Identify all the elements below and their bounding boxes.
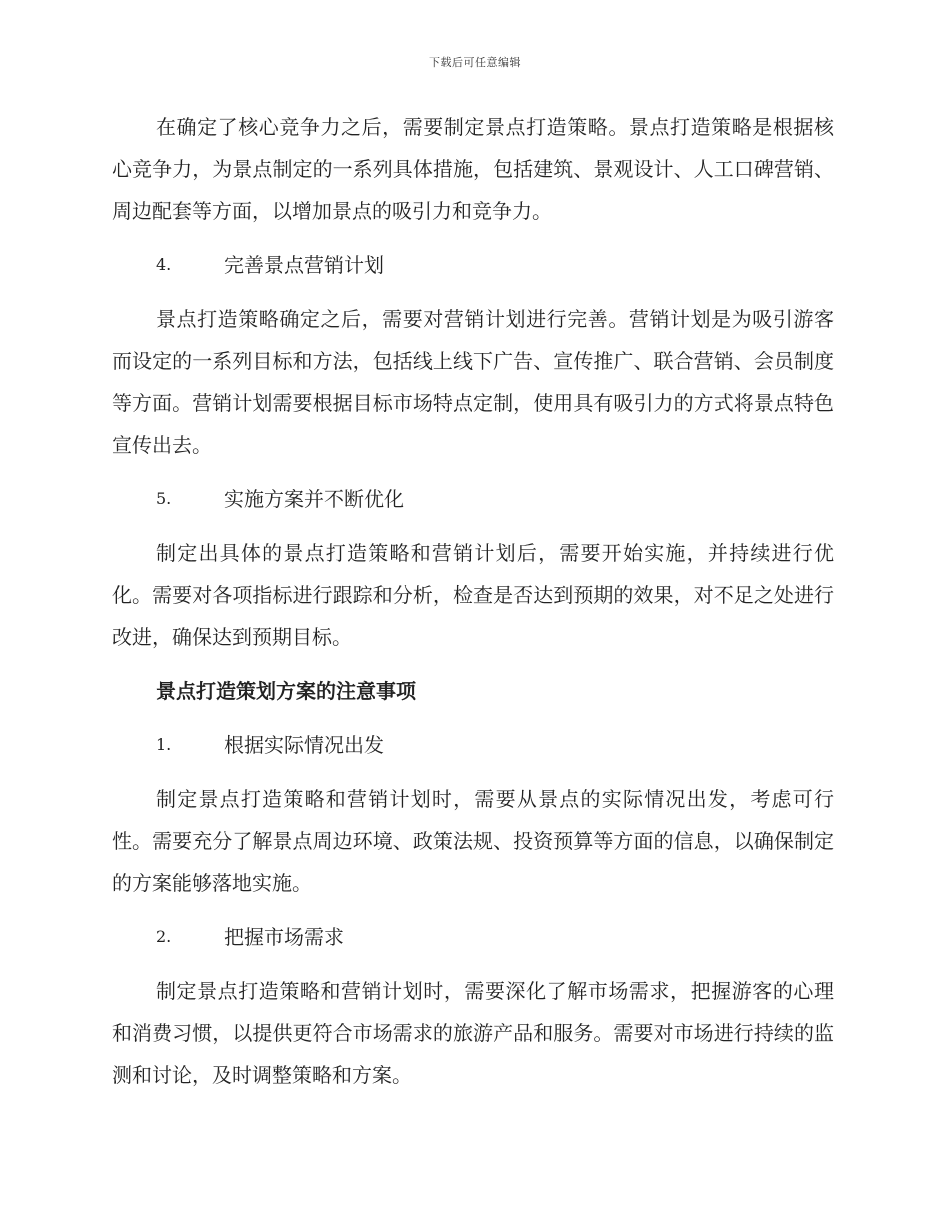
paragraph-strategy: 在确定了核心竞争力之后，需要制定景点打造策略。景点打造策略是根据核心竞争力，为景点制定的一系列具体措施，包括建筑、景观设计、人工口碑营销、周边配套等方面，以增加景点的吸引力和竞争力。 (112, 115, 834, 223)
list-number: 2. (156, 927, 172, 946)
list-item-5 (112, 478, 834, 520)
list-number: 4. (156, 255, 172, 274)
section-heading: 景点打造策划方案的注意事项 (156, 679, 416, 703)
list-item-title: 把握市场需求 (224, 925, 344, 949)
paragraph-implementation: 制定出具体的景点打造策略和营销计划后，需要开始实施，并持续进行优化。需要对各项指标进行跟踪和分析，检查是否达到预期的效果，对不足之处进行改进，确保达到预期目标。 (112, 541, 834, 649)
list-number: 5. (156, 489, 172, 508)
list-item-4 (112, 244, 834, 286)
list-item-title: 根据实际情况出发 (224, 733, 384, 757)
document-body (112, 106, 834, 1108)
list-item-1 (112, 724, 834, 766)
list-item-title: 实施方案并不断优化 (224, 487, 404, 511)
paragraph-actual-situation: 制定景点打造策略和营销计划时，需要从景点的实际情况出发，考虑可行性。需要充分了解景点周边环境、政策法规、投资预算等方面的信息，以确保制定的方案能够落地实施。 (112, 787, 834, 895)
list-number: 1. (156, 735, 172, 754)
list-item-2 (112, 916, 834, 958)
paragraph-market-demand: 制定景点打造策略和营销计划时，需要深化了解市场需求，把握游客的心理和消费习惯，以提供更符合市场需求的旅游产品和服务。需要对市场进行持续的监测和讨论，及时调整策略和方案。 (112, 979, 834, 1087)
page-header: 下载后可任意编辑 (429, 56, 521, 69)
paragraph-marketing: 景点打造策略确定之后，需要对营销计划进行完善。营销计划是为吸引游客而设定的一系列目标和方法，包括线上线下广告、宣传推广、联合营销、会员制度等方面。营销计划需要根据目标市场特点定制，使用具有吸引力的方式将景点特色宣传出去。 (112, 307, 834, 457)
list-item-title: 完善景点营销计划 (224, 253, 384, 277)
